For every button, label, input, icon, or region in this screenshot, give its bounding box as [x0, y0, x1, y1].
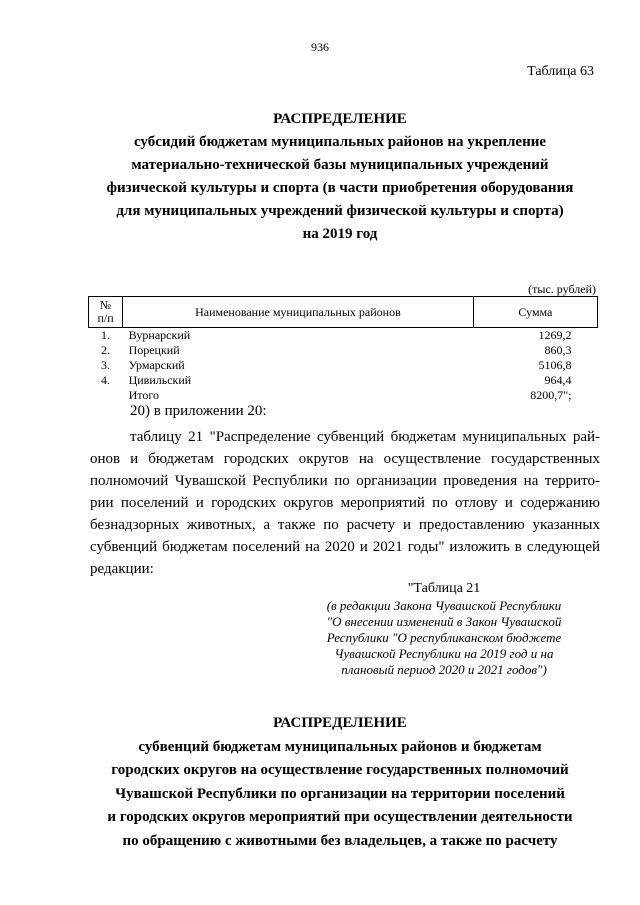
paragraph-line: безнадзорных животных, а также по расчету и предоставлению указанных — [90, 517, 600, 533]
row-district: Порецкий — [128, 343, 180, 357]
item-20 — [90, 400, 600, 422]
paragraph-line: рии поселений и городских округов мероприятий по отлову и содержанию — [90, 495, 600, 511]
ref-line: плановый период 2020 и 2021 годов") — [341, 662, 547, 677]
table-row — [89, 343, 598, 358]
row-number: 1. — [101, 328, 111, 342]
header-district-name: Наименование муниципальных районов — [123, 297, 474, 328]
paragraph-line: таблицу 21 "Распределение субвенций бюджетам муниципальных рай- — [130, 429, 600, 445]
heading-line: материально-технической базы муниципальных учреждений — [131, 157, 549, 173]
page-number: 936 — [311, 40, 329, 54]
row-district: Цивильский — [128, 373, 192, 387]
table-header-row — [89, 297, 598, 328]
heading-subventions — [90, 712, 590, 853]
table-row — [89, 358, 598, 373]
units-label: (тыс. рублей) — [528, 282, 596, 296]
row-sum: 1269,2 — [538, 328, 572, 342]
heading-line: Чувашской Республики по организации на территории поселений — [115, 785, 565, 802]
amendment-paragraph — [90, 426, 600, 580]
paragraph-line: редакции: — [90, 561, 154, 577]
ref-line: "О внесении изменений в Закон Чувашской — [326, 614, 562, 629]
header-sum: Сумма — [473, 297, 597, 328]
heading-line: субвенций бюджетам муниципальных районов и бюджетам — [138, 738, 542, 755]
ref-line: Чувашской Республики на 2019 год и на — [334, 646, 554, 661]
header-number-label: № п/п — [97, 298, 114, 325]
subsidies-table — [88, 296, 598, 403]
heading-line: субсидий бюджетам муниципальных районов на укрепление — [133, 134, 547, 150]
paragraph-line: субвенций бюджетам поселений на 2020 и 2021 годы" изложить в следующей — [90, 539, 600, 555]
table-row — [89, 373, 598, 388]
ref-line: Республики "О республиканском бюджете — [326, 630, 562, 645]
item-20-text: 20) в приложении 20: — [130, 403, 267, 419]
paragraph-line: полномочий Чувашской Республики по организации проведения на террито- — [90, 473, 600, 489]
table-21-reference — [294, 580, 594, 678]
heading-title: РАСПРЕДЕЛЕНИЕ — [273, 111, 407, 127]
heading-title: РАСПРЕДЕЛЕНИЕ — [273, 715, 407, 731]
table-reference: Таблица 63 — [527, 64, 594, 79]
heading-line: физической культуры и спорта (в части приобретения оборудования — [106, 180, 574, 196]
row-district: Урмарский — [128, 358, 185, 372]
row-total-label: Итого — [128, 388, 159, 402]
header-number — [89, 297, 123, 328]
paragraph-line: онов и бюджетам городских округов на осуществление государственных — [90, 451, 600, 467]
row-district: Вурнарский — [128, 328, 191, 342]
heading-line: по обращению с животными без владельцев, а также по расчету — [122, 832, 558, 849]
row-sum: 860,3 — [544, 343, 572, 357]
ref-line: (в редакции Закона Чувашской Республики — [326, 598, 562, 613]
heading-subsidies — [90, 108, 590, 246]
heading-line: городских округов на осуществление государственных полномочий — [111, 762, 569, 778]
row-sum: 964,4 — [544, 373, 572, 387]
ref-title: "Таблица 21 — [407, 581, 481, 596]
heading-line: на 2019 год — [302, 226, 378, 242]
row-sum: 5106,8 — [538, 358, 572, 372]
heading-line: и городских округов мероприятий при осуществлении деятельности — [107, 809, 573, 825]
row-total-sum: 8200,7"; — [530, 388, 572, 402]
row-number: 4. — [101, 373, 111, 387]
row-number: 3. — [101, 358, 111, 372]
row-number: 2. — [101, 343, 111, 357]
heading-line: для муниципальных учреждений физической культуры и спорта) — [116, 203, 564, 219]
table-row — [89, 328, 598, 344]
